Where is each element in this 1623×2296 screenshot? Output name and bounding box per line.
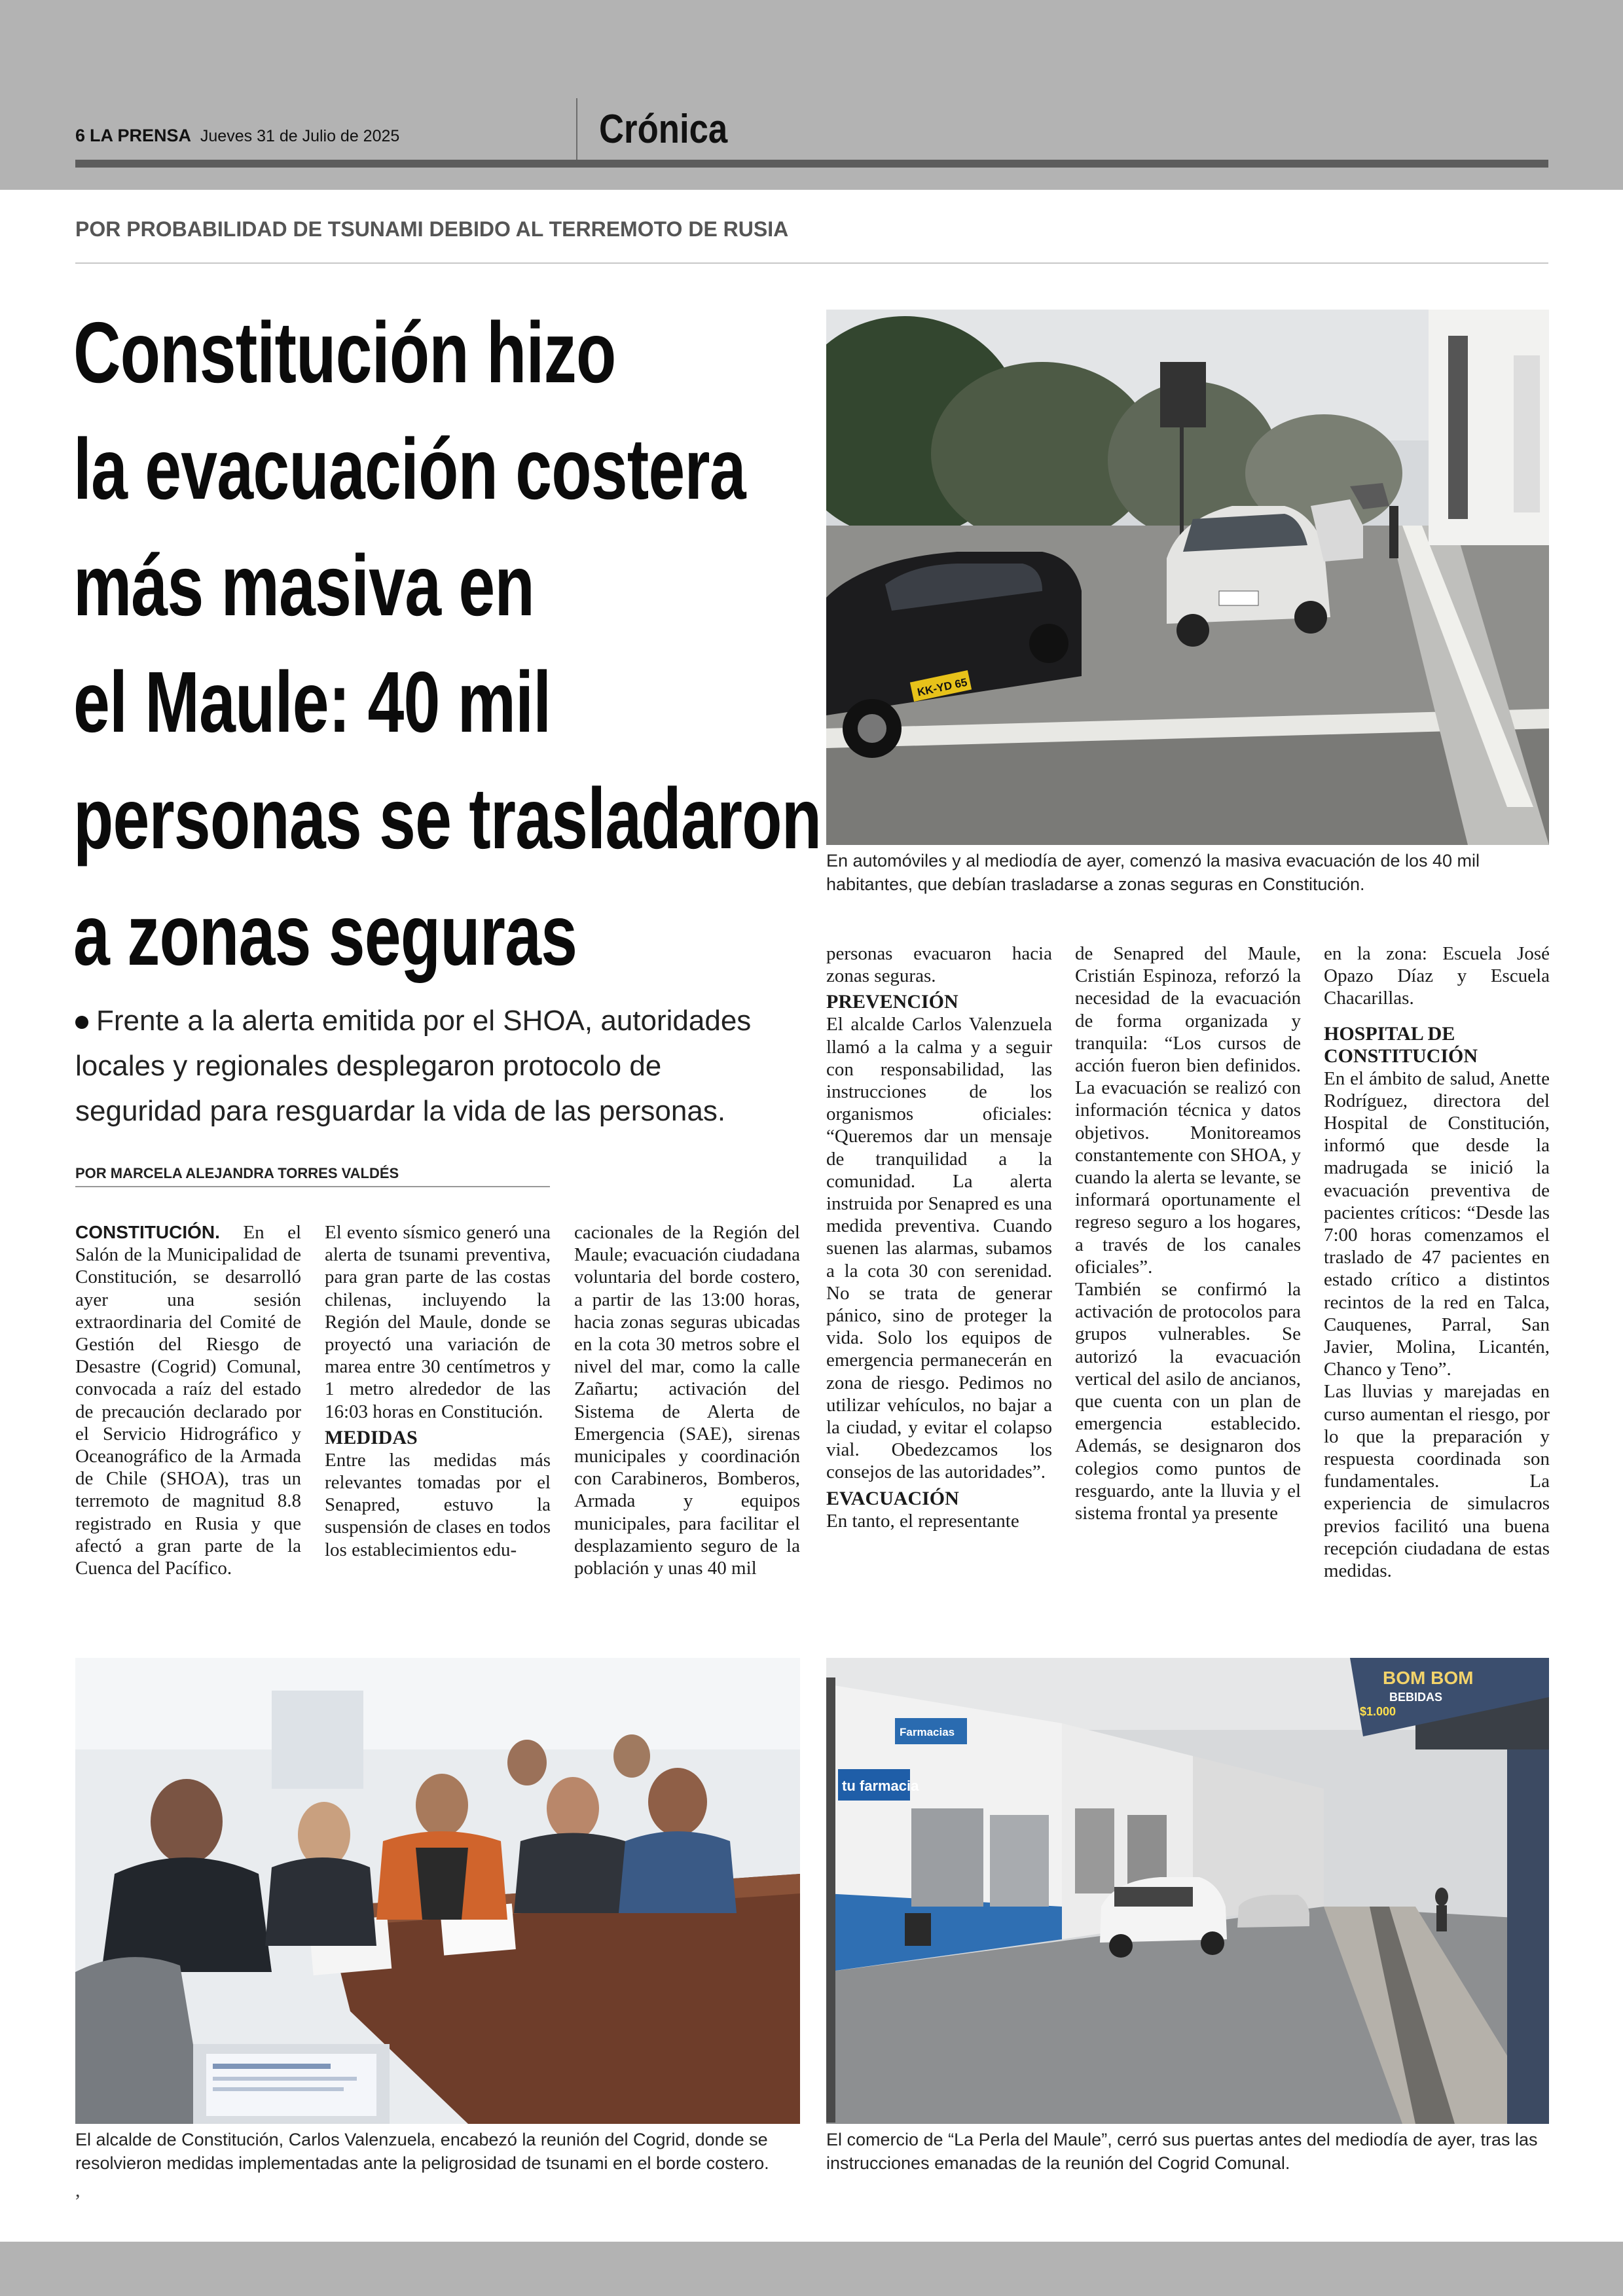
subhead-evacuacion: EVACUACIÓN xyxy=(826,1487,959,1509)
paragraph: En el ámbito de salud, Anette Rodríguez, directora del Hospital de Constitución, informó que desde la madrugada se inició la evacuación preventiva de pacientes críticos: “Desde las 7:00 horas comenzamos el traslado de 47 pacientes en estado crítico a distintos recintos de la red en Talca, Cauquenes, Parral, San Javier, Molina, Licantén, Chanco y Teno”. xyxy=(1324,1067,1550,1380)
headline-line: el Maule: 40 mil xyxy=(73,654,551,750)
paragraph: El evento sísmico generó una alerta de tsunami preventiva, para gran parte de las costas chilenas, incluyendo la Región del Maule, donde se proyectó una variación de marea entre 30 centímetros y 1 metro alrededor de las 16:03 horas en Constitución. xyxy=(325,1222,551,1422)
price-sign: $1.000 xyxy=(1360,1705,1396,1718)
body-column-3 xyxy=(574,1221,800,1579)
headline-line: Constitución hizo xyxy=(73,304,616,401)
page-number: 6 xyxy=(75,126,86,145)
paper-name: LA PRENSA xyxy=(89,126,191,145)
pharmacy-sign: tu farmacia xyxy=(842,1778,919,1794)
headline xyxy=(73,295,822,994)
photo-evacuation-traffic xyxy=(826,310,1549,845)
header-divider xyxy=(576,98,577,160)
body-column-1 xyxy=(75,1221,301,1579)
pharmacy-chain-sign: Farmacias xyxy=(900,1726,955,1738)
paragraph: En tanto, el representante xyxy=(826,1510,1019,1532)
paragraph: Entre las medidas más relevantes tomadas por el Senapred, estuvo la suspensión de clases en todos los establecimientos edu- xyxy=(325,1449,551,1560)
paragraph: de Senapred del Maule, Cristián Espinoza, reforzó la necesidad de la evacuación de forma organizada y tranquila: “Los cursos de acción fueron bien definidos. La evacuación se realizó con información técnica y datos objetivos. Monitoreamos constantemente con SHOA, y cuando la alerta se levante, se informará oportunamente el regreso seguro a los hogares, a través de los canales oficiales”. xyxy=(1075,943,1301,1278)
body-column-4 xyxy=(826,942,1052,1532)
awning-sign: BOM BOM xyxy=(1383,1668,1474,1688)
issue-date: Jueves 31 de Julio de 2025 xyxy=(200,127,400,145)
paragraph: También se confirmó la activación de protocolos para grupos vulnerables. Se autorizó la evacuación vertical del asilo de ancianos, que cuenta con un plan de emergencia establecido. Además, se designaron dos colegios como puntos de resguardo, ante la lluvia y el sistema frontal ya presente xyxy=(1075,1279,1301,1524)
kicker-rule xyxy=(75,262,1548,264)
photo-closed-commerce xyxy=(826,1658,1549,2124)
taxi-plate: KK-YD 65 xyxy=(916,675,969,699)
header-rule xyxy=(75,160,1548,168)
subhead-hospital: HOSPITAL DE CONSTITUCIÓN xyxy=(1324,1022,1478,1067)
article-deck xyxy=(75,998,795,1134)
body-column-5 xyxy=(1075,942,1301,1524)
paragraph: cacionales de la Región del Maule; evacuación ciudadana voluntaria del borde costero, a partir de las 13:00 horas, hacia zonas seguras ubicadas en la cota 30 metros sobre el nivel del mar, como la calle Zañartu; activación del Sistema de Alerta de Emergencia (SAE), sirenas municipales y coordinación con Carabineros, Bomberos, Armada y equipos municipales, para facilitar el desplazamiento seguro de la población y unas 40 mil xyxy=(574,1222,800,1579)
dateline: CONSTITUCIÓN. xyxy=(75,1222,220,1242)
paragraph: en la zona: Escuela José Opazo Díaz y Escuela Chacarillas. xyxy=(1324,943,1550,1009)
article-kicker: POR PROBABILIDAD DE TSUNAMI DEBIDO AL TERREMOTO DE RUSIA xyxy=(75,217,789,241)
paragraph: personas evacuaron hacia zonas seguras. xyxy=(826,943,1052,987)
body-column-6 xyxy=(1324,942,1550,1582)
deck-text: Frente a la alerta emitida por el SHOA, autoridades locales y regionales desplegaron protocolo de seguridad para resguardar la vida de las personas. xyxy=(75,1005,752,1127)
byline-rule xyxy=(75,1186,550,1187)
section-title: Crónica xyxy=(599,107,728,152)
paragraph: Las lluvias y marejadas en curso aumentan el riesgo, por lo que la preparación y respuesta coordinada son fundamentales. La experiencia de simulacros previos facilitó una buena recepción ciudadana de estas medidas. xyxy=(1324,1381,1550,1582)
header-folio xyxy=(75,126,399,146)
headline-line: más masiva en xyxy=(73,537,534,634)
awning-sign-sub: BEBIDAS xyxy=(1389,1691,1443,1704)
headline-line: a zonas seguras xyxy=(73,887,577,983)
caption-meeting-photo: El alcalde de Constitución, Carlos Valenzuela, encabezó la reunión del Cogrid, donde se resolvieron medidas implementadas ante la peligrosidad de tsunami en el borde costero. xyxy=(75,2130,769,2173)
subhead-medidas: MEDIDAS xyxy=(325,1426,418,1448)
stray-mark: , xyxy=(75,2179,81,2201)
paragraph: En el Salón de la Municipalidad de Constitución, se desarrolló ayer una sesión extraordinaria del Comité de Gestión del Riesgo de Desastre (Cogrid) Comunal, convocada a raíz del estado de precaución declarado por el Servicio Hidrográfico y Oceanográfico de la Armada de Chile (SHOA), tras un terremoto de magnitud 8.8 registrado en Rusia y que afectó a gran parte de la Cuenca del Pacífico. xyxy=(75,1222,301,1579)
bullet-icon xyxy=(75,1016,88,1029)
subhead-prevencion: PREVENCIÓN xyxy=(826,991,958,1013)
byline: POR MARCELA ALEJANDRA TORRES VALDÉS xyxy=(75,1165,399,1181)
paragraph: El alcalde Carlos Valenzuela llamó a la calma y a seguir con responsabilidad, las instrucciones de los organismos oficiales: “Queremos dar un mensaje de tranquilidad a la comunidad. La alerta instruida por Senapred es una medida preventiva. Cuando suenen las alarmas, subamos a la cota 30 con serenidad. No se trata de generar pánico, sino de proteger la vida. Solo los equipos de emergencia permanecerán en zona de riesgo. Pedimos no utilizar vehículos, no bajar a la ciudad, y evitar el colapso vial. Obedezcamos los consejos de las autoridades”. xyxy=(826,1014,1052,1483)
footer-band xyxy=(0,2242,1623,2296)
body-column-2 xyxy=(325,1221,551,1561)
headline-line: la evacuación costera xyxy=(73,421,746,517)
caption-street-photo: El comercio de “La Perla del Maule”, cerró sus puertas antes del mediodía de ayer, tras las instrucciones emanadas de la reunión del Cogrid Comunal. xyxy=(826,2130,1538,2173)
headline-line: personas se trasladaron xyxy=(73,770,822,867)
photo-cogrid-meeting xyxy=(75,1658,800,2124)
caption-top-photo: En automóviles y al mediodía de ayer, comenzó la masiva evacuación de los 40 mil habitantes, que debían trasladarse a zonas seguras en Constitución. xyxy=(826,851,1480,894)
